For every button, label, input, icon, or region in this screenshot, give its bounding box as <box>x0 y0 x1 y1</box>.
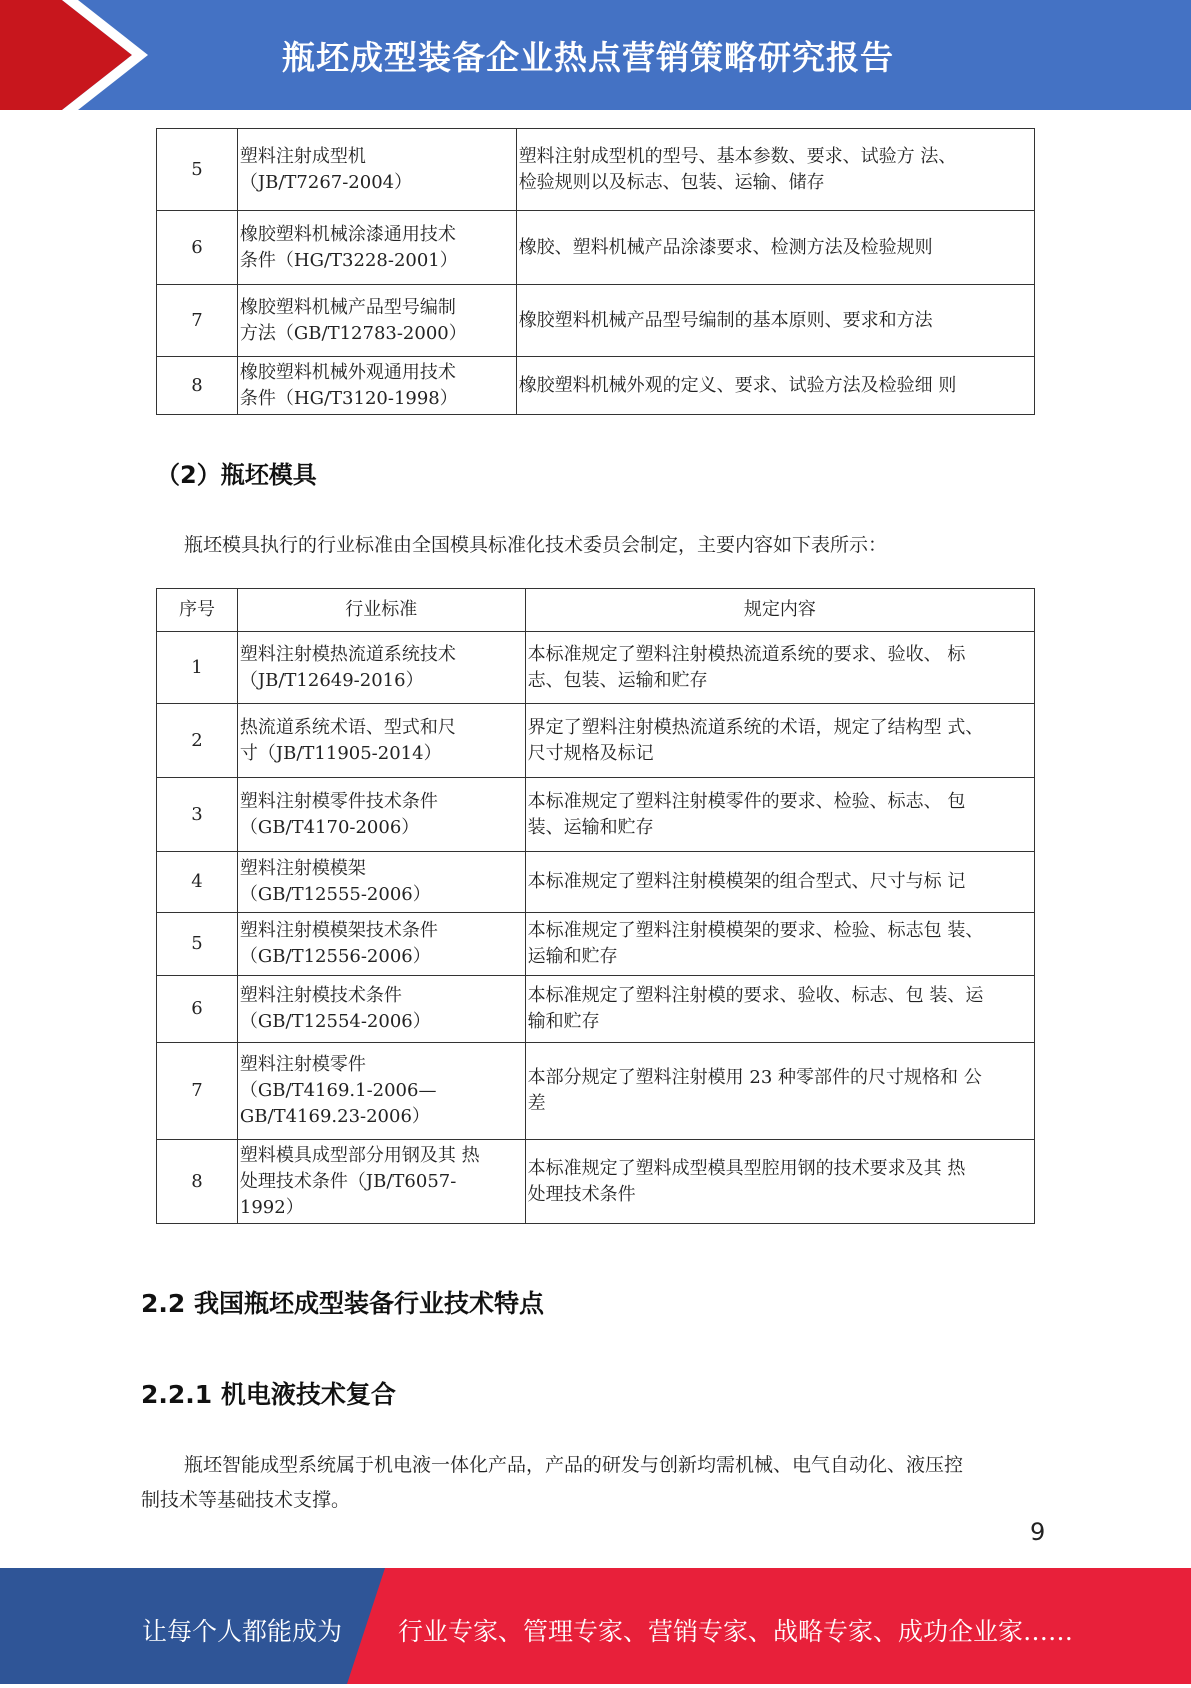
cell-standard <box>237 852 525 913</box>
standard-text-line: 橡胶塑料机械产品型号编制 <box>239 296 456 318</box>
table-row <box>157 778 1035 852</box>
table-row <box>157 129 1035 211</box>
header-cell-standard: 行业标准 <box>237 589 525 632</box>
content-text-line: 运输和贮存 <box>527 946 618 967</box>
cell-content <box>525 778 1034 852</box>
standards-table-mold <box>156 588 1035 1224</box>
table-row <box>157 704 1035 778</box>
cell-number: 8 <box>157 357 238 415</box>
report-title: 瓶坯成型装备企业热点营销策略研究报告 <box>282 38 894 77</box>
cell-standard <box>237 632 525 704</box>
cell-content <box>516 211 1034 285</box>
content-text-line: 塑料注射成型机的型号、基本参数、要求、试验方 法、 <box>518 145 957 167</box>
content-text-line: 本标准规定了塑料注射模模架的要求、检验、标志包 装、 <box>527 920 984 941</box>
cell-number: 6 <box>157 211 238 285</box>
table-row <box>157 1043 1035 1140</box>
table-row <box>157 211 1035 285</box>
cell-standard <box>237 129 516 211</box>
standard-text-line: 条件（HG/T3120-1998） <box>239 387 458 409</box>
cell-content <box>516 285 1034 357</box>
cell-standard <box>237 1043 525 1140</box>
cell-content <box>525 1140 1034 1224</box>
cell-standard <box>237 778 525 852</box>
paragraph-line-1: 瓶坯智能成型系统属于机电液一体化产品，产品的研发与创新均需机械、电气自动化、液压控 <box>184 1454 964 1476</box>
section-heading-2-2-1: 2.2.1 机电液技术复合 <box>141 1380 396 1409</box>
cell-content <box>516 357 1034 415</box>
cell-standard <box>237 211 516 285</box>
standard-text-line: 方法（GB/T12783-2000） <box>239 322 467 344</box>
cell-standard <box>237 976 525 1043</box>
standard-text-line: 条件（HG/T3228-2001） <box>239 249 458 271</box>
cell-standard <box>237 913 525 976</box>
footer-slogan-left: 让每个人都能成为 <box>142 1617 343 1646</box>
standard-text-line: 热流道系统术语、型式和尺 <box>239 716 456 738</box>
table-row <box>157 852 1035 913</box>
table-row <box>157 913 1035 976</box>
cell-number: 3 <box>157 778 238 852</box>
standard-text-line: （GB/T12556-2006） <box>239 946 431 967</box>
cell-number: 1 <box>157 632 238 704</box>
mold-intro-paragraph: 瓶坯模具执行的行业标准由全国模具标准化技术委员会制定，主要内容如下表所示： <box>184 534 888 556</box>
content-text-line: 本标准规定了塑料注射模的要求、验收、标志、包 装、运 <box>527 985 984 1006</box>
section-heading-mold: （2）瓶坯模具 <box>156 461 317 489</box>
content-text-line: 处理技术条件 <box>527 1183 636 1205</box>
cell-number: 8 <box>157 1140 238 1224</box>
content-text-line: 检验规则以及标志、包装、运输、储存 <box>518 171 825 193</box>
content-text-line: 本标准规定了塑料注射模模架的组合型式、尺寸与标 记 <box>527 871 966 892</box>
cell-content <box>516 129 1034 211</box>
table-row <box>157 1140 1035 1224</box>
table-row <box>157 976 1035 1043</box>
standard-text-line: （JB/T7267-2004） <box>239 171 413 193</box>
cell-content <box>525 704 1034 778</box>
content-text-line: 本部分规定了塑料注射模用 23 种零部件的尺寸规格和 公 <box>527 1067 982 1088</box>
standard-text-line: （JB/T12649-2016） <box>239 669 424 691</box>
cell-number: 2 <box>157 704 238 778</box>
content-text-line: 本标准规定了塑料成型模具型腔用钢的技术要求及其 热 <box>527 1157 966 1179</box>
section-heading-2-2: 2.2 我国瓶坯成型装备行业技术特点 <box>141 1289 544 1318</box>
cell-standard <box>237 357 516 415</box>
content-text-line: 橡胶塑料机械外观的定义、要求、试验方法及检验细 则 <box>518 374 957 396</box>
standard-text-line: 1992） <box>239 1196 304 1218</box>
cell-number: 5 <box>157 129 238 211</box>
standard-text-line: GB/T4169.23-2006） <box>239 1106 430 1127</box>
content-text-line: 志、包装、运输和贮存 <box>527 669 708 691</box>
standard-text-line: （GB/T4170-2006） <box>239 816 420 838</box>
header-cell-content: 规定内容 <box>525 589 1034 632</box>
standard-text-line: 处理技术条件（JB/T6057- <box>239 1170 457 1192</box>
paragraph-line-2: 制技术等基础技术支撑。 <box>141 1489 351 1511</box>
standards-table-machinery <box>156 128 1035 415</box>
cell-number: 7 <box>157 1043 238 1140</box>
content-text-line: 差 <box>527 1093 546 1114</box>
standard-text-line: 塑料注射模热流道系统技术 <box>239 643 456 665</box>
cell-content <box>525 1043 1034 1140</box>
content-text-line: 界定了塑料注射模热流道系统的术语，规定了结构型 式、 <box>527 716 984 738</box>
cell-content <box>525 913 1034 976</box>
cell-number: 7 <box>157 285 238 357</box>
cell-number: 4 <box>157 852 238 913</box>
cell-standard <box>237 1140 525 1224</box>
page-number: 9 <box>1030 1518 1046 1546</box>
standard-text-line: 塑料注射模零件技术条件 <box>239 790 438 812</box>
content-text-line: 本标准规定了塑料注射模热流道系统的要求、验收、 标 <box>527 643 966 665</box>
standard-text-line: （GB/T12554-2006） <box>239 1011 431 1032</box>
content-text-line: 橡胶、塑料机械产品涂漆要求、检测方法及检验规则 <box>518 236 933 258</box>
content-text-line: 尺寸规格及标记 <box>527 742 654 764</box>
content-text-line: 本标准规定了塑料注射模零件的要求、检验、标志、 包 <box>527 790 966 812</box>
standard-text-line: （GB/T12555-2006） <box>239 884 431 905</box>
standard-text-line: 塑料注射模模架 <box>239 858 366 879</box>
standard-text-line: 塑料注射模模架技术条件 <box>239 920 438 941</box>
cell-standard <box>237 285 516 357</box>
standard-text-line: 橡胶塑料机械涂漆通用技术 <box>239 223 456 245</box>
header-cell-no: 序号 <box>157 589 238 632</box>
table-header-row <box>157 589 1035 632</box>
standard-text-line: 寸（JB/T11905-2014） <box>239 742 442 764</box>
cell-number: 6 <box>157 976 238 1043</box>
content-text-line: 装、运输和贮存 <box>527 816 654 838</box>
content-text-line: 输和贮存 <box>527 1011 600 1032</box>
standard-text-line: 塑料注射成型机 <box>239 145 366 167</box>
table-row <box>157 285 1035 357</box>
standard-text-line: （GB/T4169.1-2006— <box>239 1080 437 1101</box>
footer-slogan-right: 行业专家、管理专家、营销专家、战略专家、成功企业家…… <box>398 1617 1074 1646</box>
cell-content <box>525 976 1034 1043</box>
standard-text-line: 塑料注射模技术条件 <box>239 985 402 1006</box>
table-row <box>157 632 1035 704</box>
cell-number: 5 <box>157 913 238 976</box>
standard-text-line: 橡胶塑料机械外观通用技术 <box>239 361 456 383</box>
table-row <box>157 357 1035 415</box>
standard-text-line: 塑料注射模零件 <box>239 1054 366 1075</box>
cell-standard <box>237 704 525 778</box>
cell-content <box>525 852 1034 913</box>
content-text-line: 橡胶塑料机械产品型号编制的基本原则、要求和方法 <box>518 309 933 331</box>
cell-content <box>525 632 1034 704</box>
standard-text-line: 塑料模具成型部分用钢及其 热 <box>239 1144 480 1166</box>
